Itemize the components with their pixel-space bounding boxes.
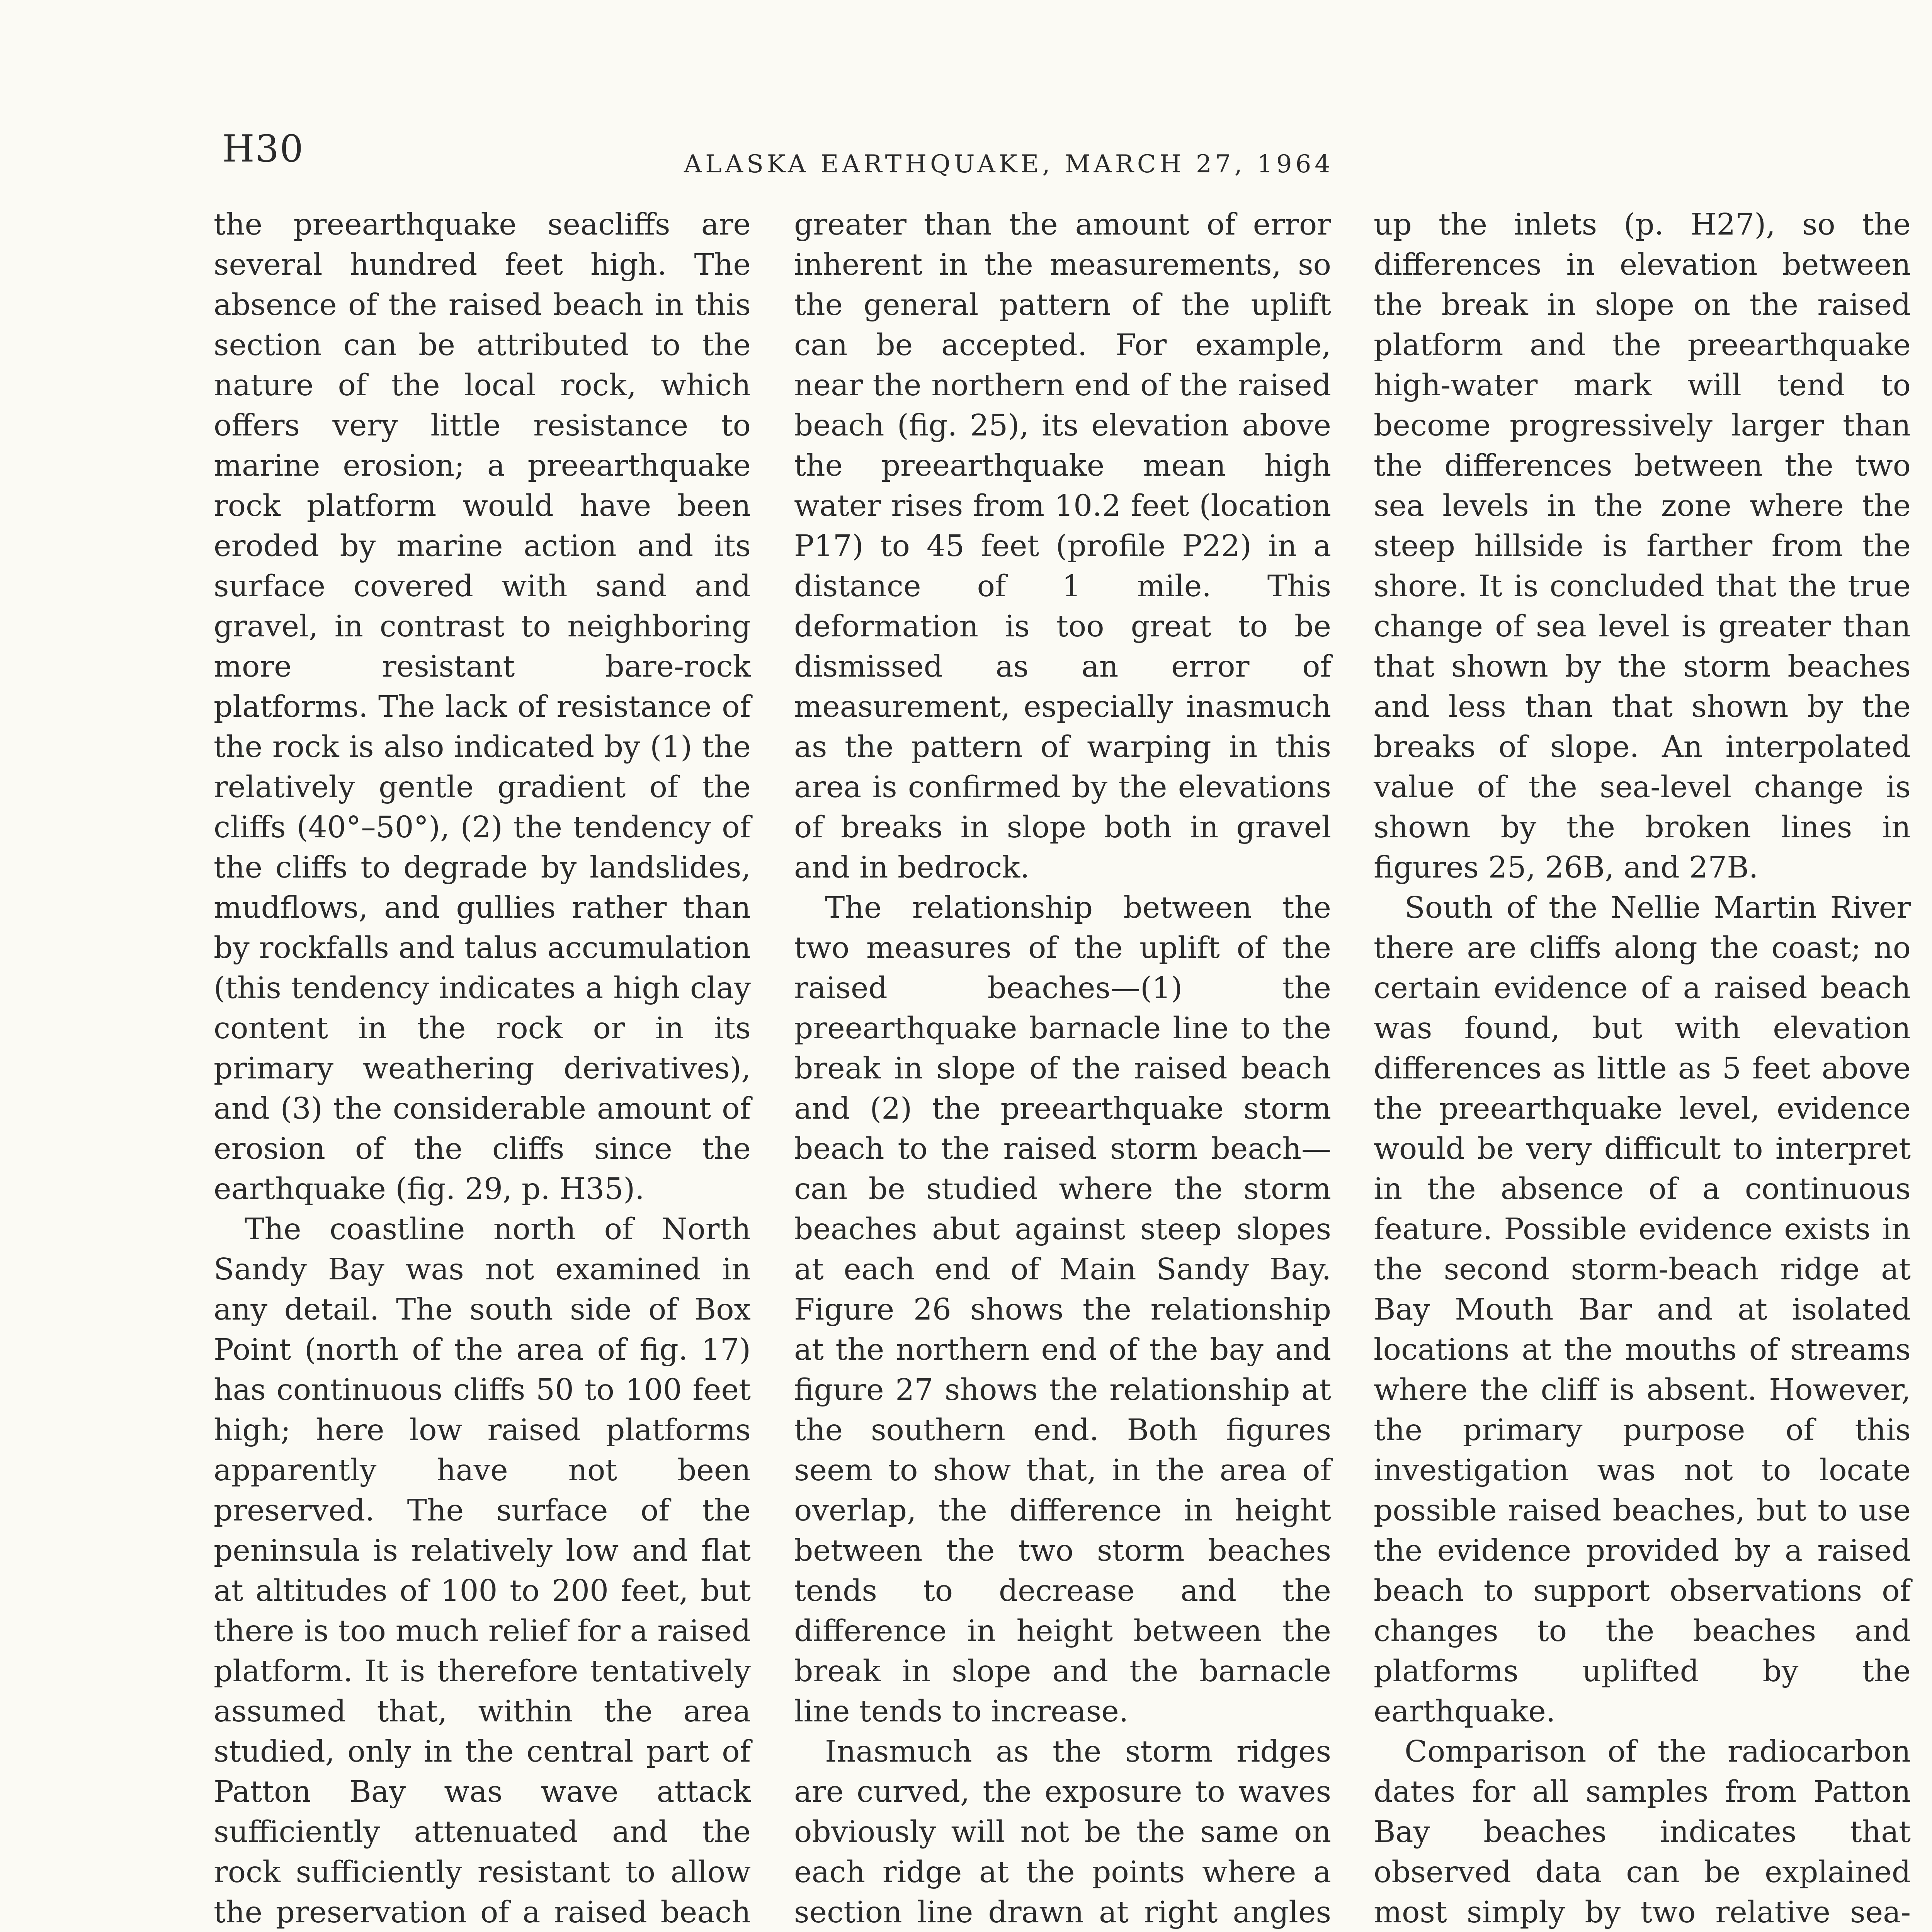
paragraph: Inasmuch as the storm ridges are curved, the exposure to waves obviously will not be the same on each ridge at the points where a section line drawn at right angles [794,1735,1331,1930]
text-column-3 [1374,205,1911,1932]
paragraph: The relationship between the two measures of the uplift of the raised beaches—(1) the preearthquake barnacle line to the break in slope of the raised beach and (2) the preearthquake storm beach to the raised storm beach—can be studied where the storm beaches abut against steep slopes at each end of Main Sandy Bay. Figure 26 shows the relationship at the northern end of the bay and figure 27 shows the relationship at the southern end. Both figures seem to show that, in the area of overlap, the difference in height between the two storm beaches tends to decrease and the difference in height between the break in slope and the barnacle line tends to increase. [794,891,1331,1729]
paragraph: The coastline north of North Sandy Bay was not examined in any detail. The south side of Box Point (north of the area of fig. 17) has continuous cliffs 50 to 100 feet high; here low raised platforms apparently have not been preserved. The surface of the peninsula is relatively low and flat at altitudes of 100 to 200 feet, but there is too much relief for a raised platform. It is therefore tentatively assumed that, within the area studied, only in the central part of Patton Bay was wave attack sufficiently attenuated and the rock sufficiently resistant to allow the preservation of a raised beach [214,1212,751,1930]
paragraph: Comparison of the radiocarbon dates for all samples from Patton Bay beaches indicates that observed data can be explained most simply by two relative sea- [1374,1735,1911,1930]
paragraph: up the inlets (p. H27), so the differences in elevation between the break in slope on the raised platform and the preearthquake high-water mark will tend to become progressively larger than the differences between the two sea levels in the zone where the steep hillside is farther from the shore. It is concluded that the true change of sea level is greater than that shown by the storm beaches and less than that shown by the breaks of slope. An interpolated value of the sea-level change is shown by the broken lines in figures 25, 26B, and 27B. [1374,207,1911,885]
page-number: H30 [222,127,304,170]
paragraph: the preearthquake seacliffs are several hundred feet high. The absence of the raised beach in this section can be attributed to the nature of the local rock, which offers very little resistance to marine erosion; a preearthquake rock platform would have been eroded by marine action and its surface covered with sand and gravel, in contrast to neighboring more resistant bare-rock platforms. The lack of resistance of the rock is also indicated by (1) the relatively gentle gradient of the cliffs (40°–50°), (2) the tendency of the cliffs to degrade by landslides, mudflows, and gullies rather than by rockfalls and talus accumulation (this tendency indicates a high clay content in the rock or in its primary weathering derivatives), and (3) the considerable amount of erosion of the cliffs since the earthquake (fig. 29, p. H35). [214,207,751,1206]
text-column-2 [794,205,1331,1932]
text-column-1 [214,205,751,1932]
running-head: ALASKA EARTHQUAKE, MARCH 27, 1964 [684,150,1334,179]
paragraph: greater than the amount of error inherent in the measurements, so the general pattern of the uplift can be accepted. For example, near the northern end of the raised beach (fig. 25), its elevation above the preearthquake mean high water rises from 10.2 feet (location P17) to 45 feet (profile P22) in a distance of 1 mile. This deformation is too great to be dismissed as an error of measurement, especially inasmuch as the pattern of warping in this area is confirmed by the elevations of breaks in slope both in gravel and in bedrock. [794,207,1331,885]
paragraph: South of the Nellie Martin River there are cliffs along the coast; no certain evidence of a raised beach was found, but with elevation differences as little as 5 feet above the preearthquake level, evidence would be very difficult to interpret in the absence of a continuous feature. Possible evidence exists in the second storm-beach ridge at Bay Mouth Bar and at isolated locations at the mouths of streams where the cliff is absent. However, the primary purpose of this investigation was not to locate possible raised beaches, but to use the evidence provided by a raised beach to support observations of changes to the beaches and platforms uplifted by the earthquake. [1374,891,1911,1729]
